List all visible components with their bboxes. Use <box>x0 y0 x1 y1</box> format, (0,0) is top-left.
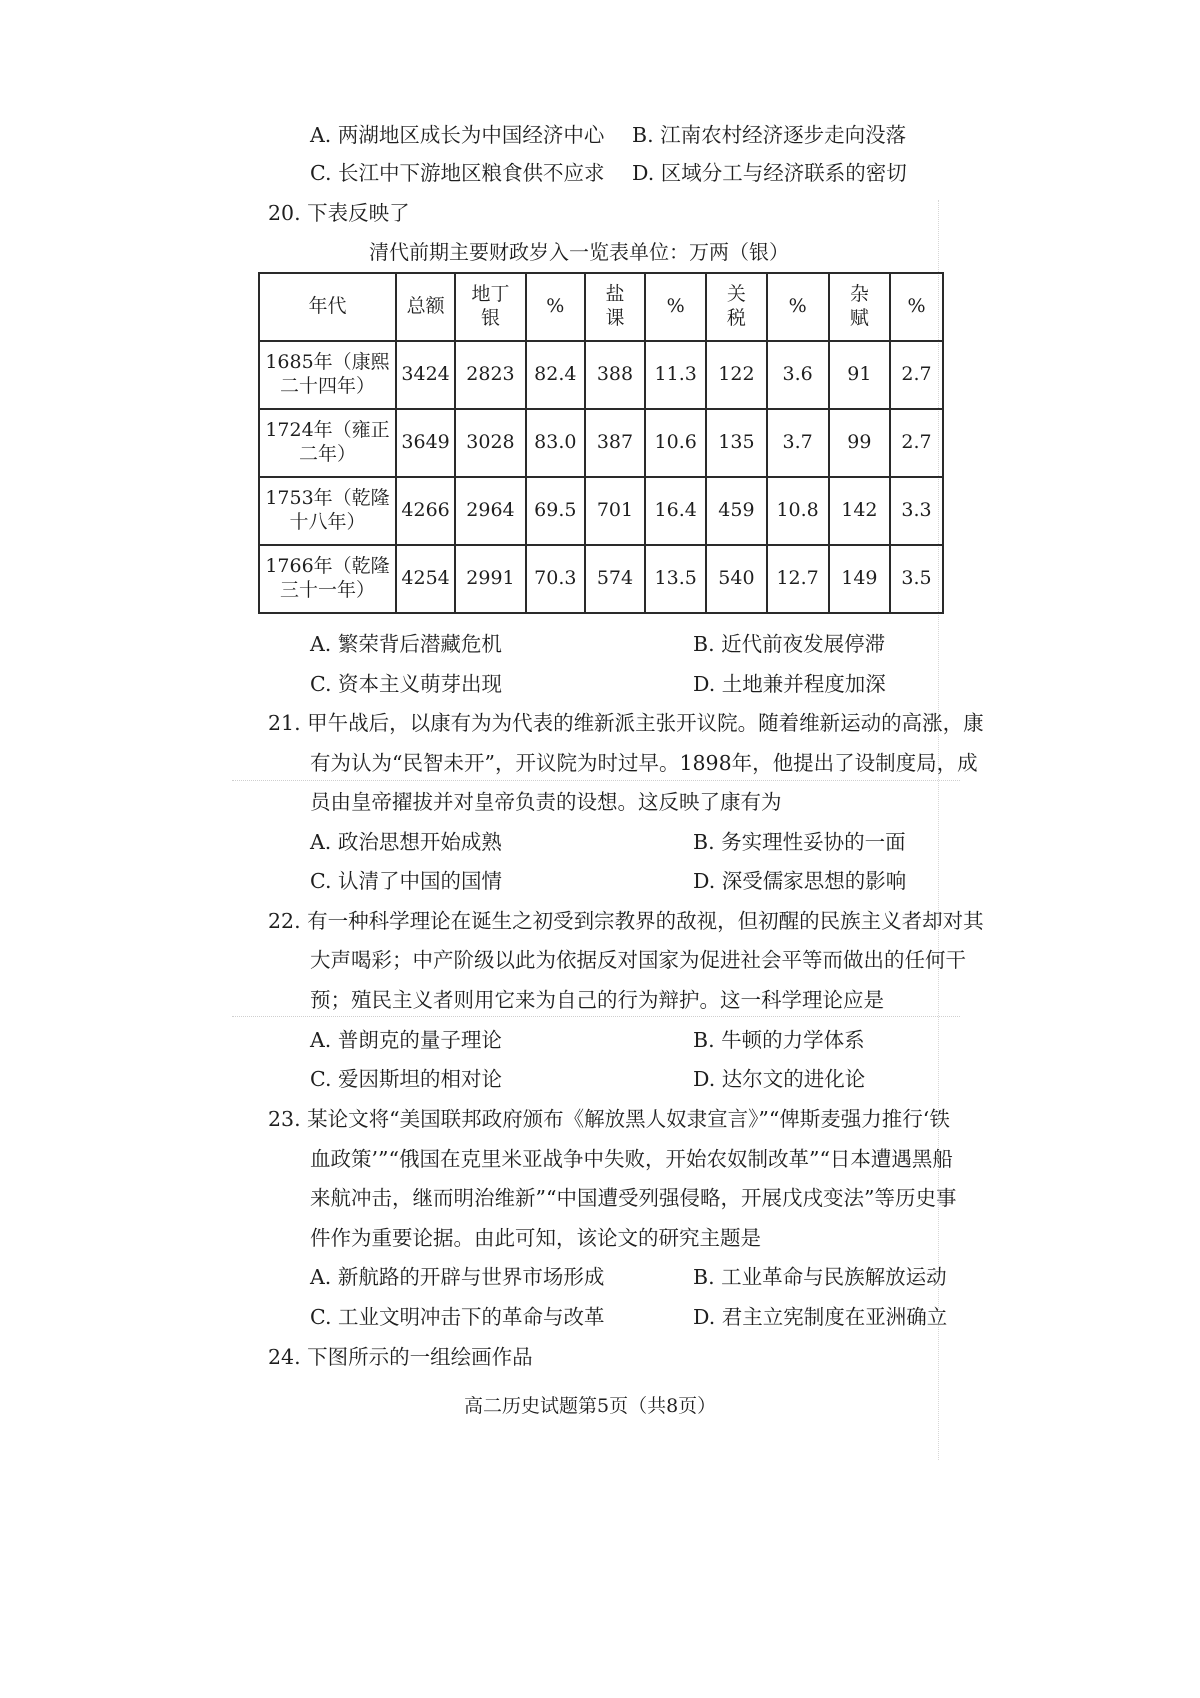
q21-option-c: C. 认清了中国的国情 <box>310 869 502 893</box>
table-cell: 10.8 <box>767 477 829 545</box>
header-cell: 关 税 <box>706 273 766 341</box>
table-cell: 3424 <box>396 341 455 409</box>
page-footer: 高二历史试题第5页（共8页） <box>464 1395 717 1417</box>
table-header-row <box>259 273 943 341</box>
table-cell: 3.6 <box>767 341 829 409</box>
era-cell: 1766年（乾隆 三十一年） <box>259 545 396 613</box>
table-cell: 70.3 <box>526 545 585 613</box>
q19-option-d: D. 区域分工与经济联系的密切 <box>632 161 907 185</box>
q23-option-c: C. 工业文明冲击下的革命与改革 <box>310 1305 605 1329</box>
table-cell: 3028 <box>455 409 526 477</box>
header-cell: 盐 课 <box>585 273 645 341</box>
header-cell: % <box>645 273 706 341</box>
table-cell: 69.5 <box>526 477 585 545</box>
dotted-separator <box>232 1016 960 1017</box>
table-row <box>259 409 943 477</box>
header-cell: % <box>526 273 585 341</box>
table-cell: 3649 <box>396 409 455 477</box>
q22-option-b: B. 牛顿的力学体系 <box>693 1028 865 1052</box>
table-cell: 12.7 <box>767 545 829 613</box>
q23-stem-line4: 件作为重要论据。由此可知，该论文的研究主题是 <box>310 1226 761 1250</box>
table-cell: 2823 <box>455 341 526 409</box>
table-cell: 16.4 <box>645 477 706 545</box>
table-row <box>259 341 943 409</box>
q20-option-b: B. 近代前夜发展停滞 <box>693 632 886 656</box>
header-cell: 杂 赋 <box>829 273 890 341</box>
header-cell: 地丁 银 <box>455 273 526 341</box>
q21-stem-line2: 有为认为“民智未开”，开议院为时过早。1898年，他提出了设制度局，成 <box>310 751 978 775</box>
table-cell: 82.4 <box>526 341 585 409</box>
table-cell: 135 <box>706 409 766 477</box>
table-row <box>259 477 943 545</box>
q23-option-d: D. 君主立宪制度在亚洲确立 <box>693 1305 948 1329</box>
q21-stem-line1: 21. 甲午战后，以康有为为代表的维新派主张开议院。随着维新运动的高涨，康 <box>268 711 984 735</box>
q23-option-a: A. 新航路的开辟与世界市场形成 <box>310 1265 605 1289</box>
table-cell: 2.7 <box>890 409 943 477</box>
table-row <box>259 545 943 613</box>
q22-option-d: D. 达尔文的进化论 <box>693 1067 866 1091</box>
q23-stem-line1: 23. 某论文将“美国联邦政府颁布《解放黑人奴隶宣言》”“俾斯麦强力推行‘铁 <box>268 1107 950 1131</box>
table-cell: 149 <box>829 545 890 613</box>
q22-stem-line2: 大声喝彩；中产阶级以此为依据反对国家为促进社会平等而做出的任何干 <box>310 948 966 972</box>
era-cell: 1685年（康熙 二十四年） <box>259 341 396 409</box>
table-cell: 3.5 <box>890 545 943 613</box>
q19-option-b: B. 江南农村经济逐步走向没落 <box>632 123 907 147</box>
era-cell: 1724年（雍正 二年） <box>259 409 396 477</box>
q22-option-c: C. 爱因斯坦的相对论 <box>310 1067 502 1091</box>
table-cell: 99 <box>829 409 890 477</box>
q20-option-c: C. 资本主义萌芽出现 <box>310 672 502 696</box>
q21-option-b: B. 务实理性妥协的一面 <box>693 830 906 854</box>
fiscal-revenue-table <box>258 272 944 614</box>
table-cell: 2.7 <box>890 341 943 409</box>
q23-stem-line2: 血政策’”“俄国在克里米亚战争中失败，开始农奴制改革”“日本遭遇黑船 <box>310 1147 953 1171</box>
q23-option-b: B. 工业革命与民族解放运动 <box>693 1265 947 1289</box>
header-cell: % <box>767 273 829 341</box>
q22-option-a: A. 普朗克的量子理论 <box>310 1028 502 1052</box>
table-cell: 122 <box>706 341 766 409</box>
q20-stem: 20. 下表反映了 <box>268 201 410 225</box>
table-cell: 2991 <box>455 545 526 613</box>
table-cell: 13.5 <box>645 545 706 613</box>
q24-stem: 24. 下图所示的一组绘画作品 <box>268 1345 533 1369</box>
header-cell: % <box>890 273 943 341</box>
table-cell: 3.7 <box>767 409 829 477</box>
q21-option-a: A. 政治思想开始成熟 <box>310 830 502 854</box>
era-cell: 1753年（乾隆 十八年） <box>259 477 396 545</box>
table-cell: 91 <box>829 341 890 409</box>
q21-stem-line3: 员由皇帝擢拔并对皇帝负责的设想。这反映了康有为 <box>310 790 782 814</box>
q22-stem-line3: 预；殖民主义者则用它来为自己的行为辩护。这一科学理论应是 <box>310 988 884 1012</box>
table-cell: 83.0 <box>526 409 585 477</box>
q19-option-a: A. 两湖地区成长为中国经济中心 <box>310 123 605 147</box>
q22-stem-line1: 22. 有一种科学理论在诞生之初受到宗教界的敌视，但初醒的民族主义者却对其 <box>268 909 984 933</box>
table-cell: 387 <box>585 409 645 477</box>
table-cell: 388 <box>585 341 645 409</box>
q20-option-a: A. 繁荣背后潜藏危机 <box>310 632 502 656</box>
table-cell: 3.3 <box>890 477 943 545</box>
table-cell: 4254 <box>396 545 455 613</box>
dotted-separator <box>232 780 960 781</box>
table-cell: 701 <box>585 477 645 545</box>
q20-table-caption: 清代前期主要财政岁入一览表单位：万两（银） <box>369 240 789 264</box>
table-cell: 540 <box>706 545 766 613</box>
table-cell: 459 <box>706 477 766 545</box>
table-cell: 4266 <box>396 477 455 545</box>
header-cell: 总额 <box>396 273 455 341</box>
header-cell: 年代 <box>259 273 396 341</box>
table-cell: 142 <box>829 477 890 545</box>
table-cell: 11.3 <box>645 341 706 409</box>
q21-option-d: D. 深受儒家思想的影响 <box>693 869 907 893</box>
table-cell: 10.6 <box>645 409 706 477</box>
table-cell: 574 <box>585 545 645 613</box>
q20-option-d: D. 土地兼并程度加深 <box>693 672 886 696</box>
q23-stem-line3: 来航冲击，继而明治维新”“中国遭受列强侵略，开展戊戌变法”等历史事 <box>310 1186 957 1210</box>
q19-option-c: C. 长江中下游地区粮食供不应求 <box>310 161 605 185</box>
table-cell: 2964 <box>455 477 526 545</box>
